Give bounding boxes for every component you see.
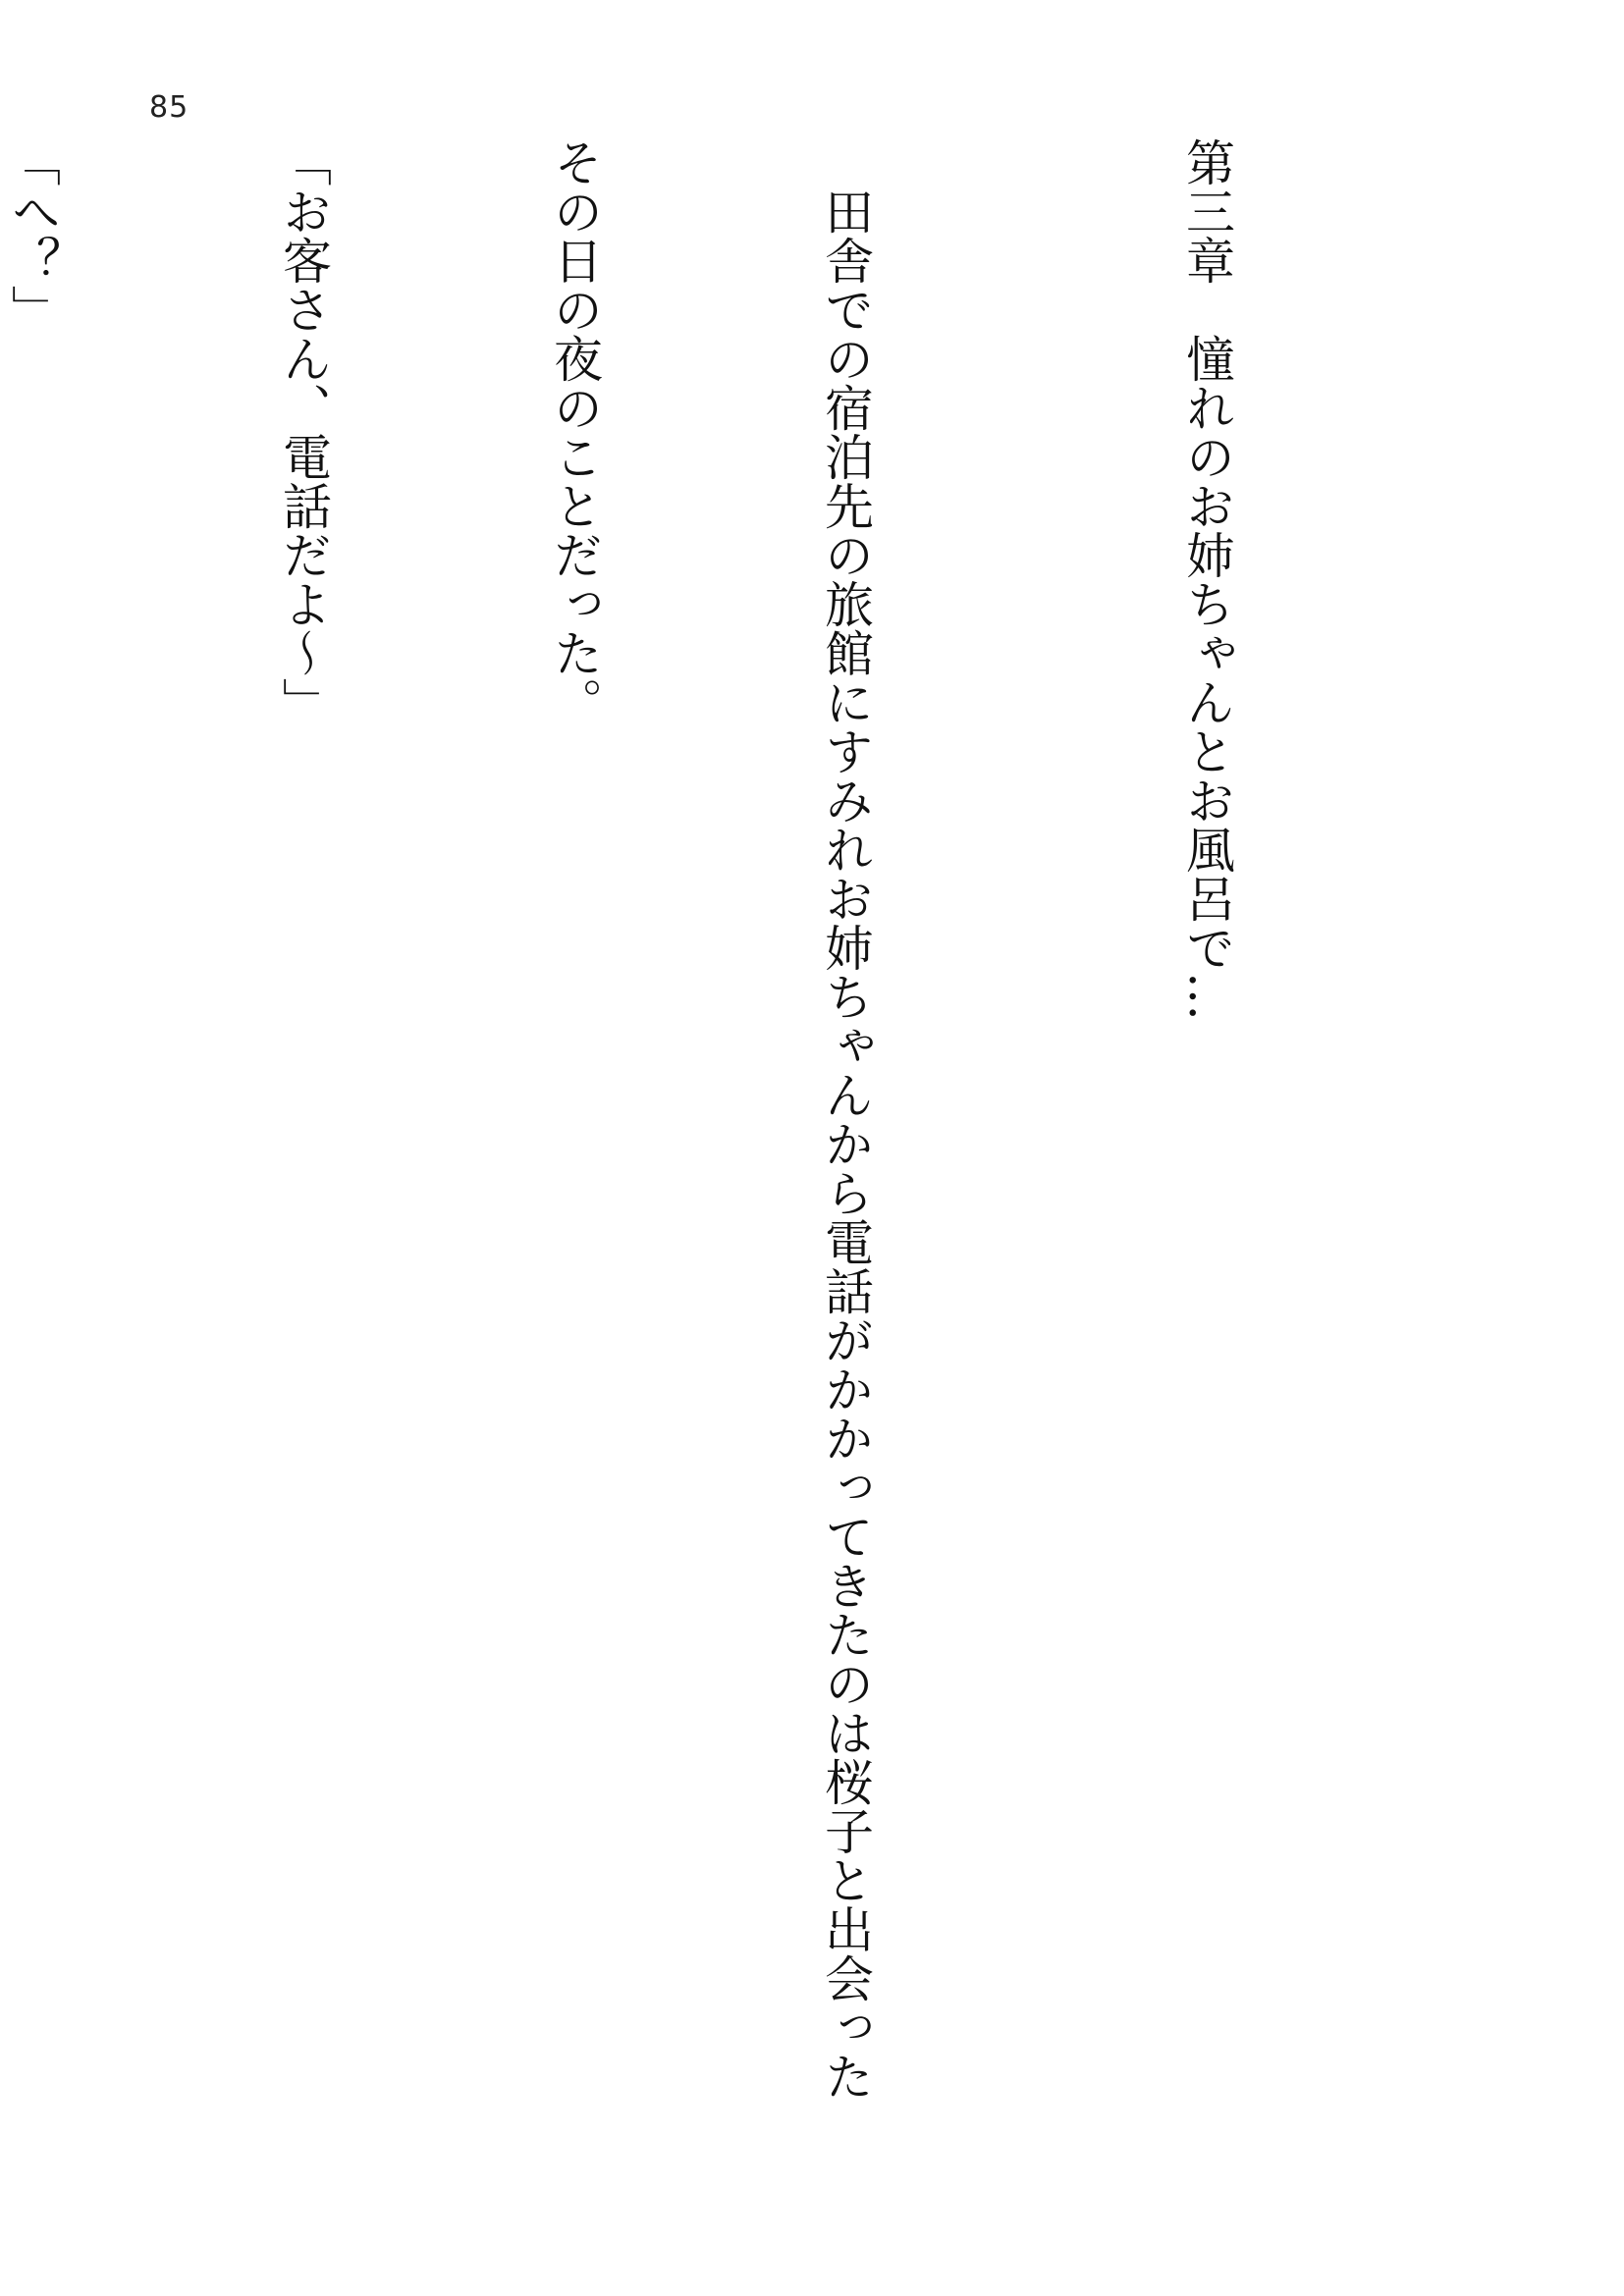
text-line: 「へ？」 (4, 137, 61, 334)
text-line: 田舎での宿泊先の旅館にすみれお姉ちゃんから電話がかかってきたのは桜子と出会った (817, 137, 874, 2101)
text-line: 「お客さん、電話だよ〜」 (275, 137, 332, 726)
page-number: 85 (149, 90, 189, 125)
vertical-text-body (0, 137, 1433, 2120)
text-line: その日の夜のことだった。 (546, 137, 603, 726)
chapter-title: 第三章 憧れのお姉ちゃんとお風呂で… (1178, 137, 1235, 1021)
